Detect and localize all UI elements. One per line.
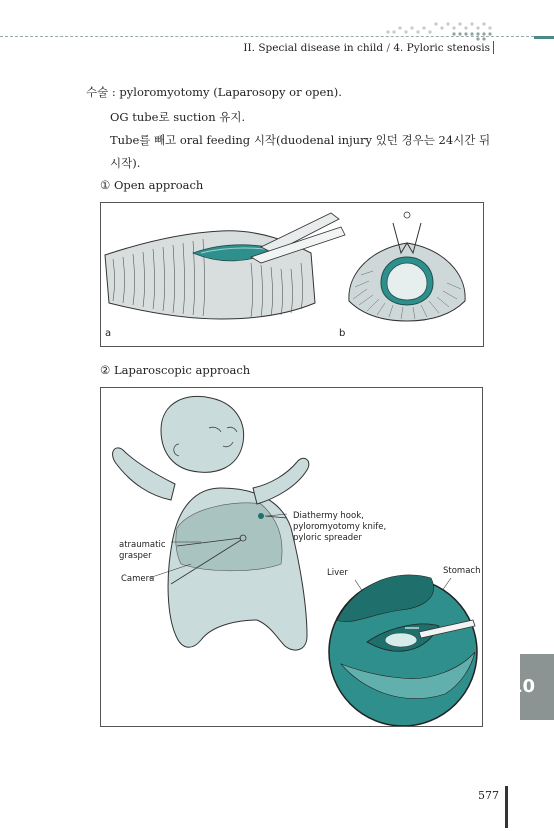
oral-feeding-line: Tube를 빼고 oral feeding 시작(duodenal injury 있던 경우는 24시간 뒤 — [110, 133, 491, 147]
oral-feeding-line-cont: 시작). — [110, 156, 141, 170]
callout-stomach: Stomach — [443, 566, 481, 576]
og-tube-line: OG tube로 suction 유지. — [110, 110, 246, 124]
open-approach-figure — [100, 202, 484, 347]
callout-atraumatic-grasper: atraumatic grasper — [119, 540, 166, 561]
pylorus-cross-section — [349, 212, 465, 321]
running-head-divider: / — [383, 42, 394, 54]
running-head — [243, 42, 490, 54]
surgery-line: 수술 : pyloromyotomy (Laparosopy or open). — [86, 85, 342, 99]
laparoscopic-approach-heading: ② Laparoscopic approach — [100, 363, 251, 377]
figure-b-label: b — [339, 328, 346, 339]
laparoscopic-approach-figure — [100, 387, 483, 727]
pylorus-drawing — [105, 213, 345, 319]
open-approach-illustration — [101, 203, 483, 346]
callout-diathermy-hook: Diathermy hook, pyloromyotomy knife, pyloric spreader — [293, 511, 387, 543]
infant-drawing — [113, 396, 309, 650]
page-number: 577 — [478, 789, 499, 802]
running-head-section: II. Special disease in child — [243, 42, 384, 54]
header-rule — [0, 36, 554, 37]
callout-camera: Camera — [121, 574, 155, 584]
running-head-bar — [493, 41, 494, 54]
chapter-number: 10 — [510, 676, 536, 697]
page-number-bar — [505, 786, 508, 828]
open-approach-heading: ① Open approach — [100, 178, 204, 192]
figure-a-label: a — [105, 328, 112, 339]
running-head-chapter: 4. Pyloric stenosis — [393, 42, 490, 54]
laparoscopic-view-inset — [329, 575, 477, 726]
header-accent — [534, 36, 554, 39]
callout-liver: Liver — [327, 568, 348, 578]
header-dot-pattern — [384, 20, 494, 42]
